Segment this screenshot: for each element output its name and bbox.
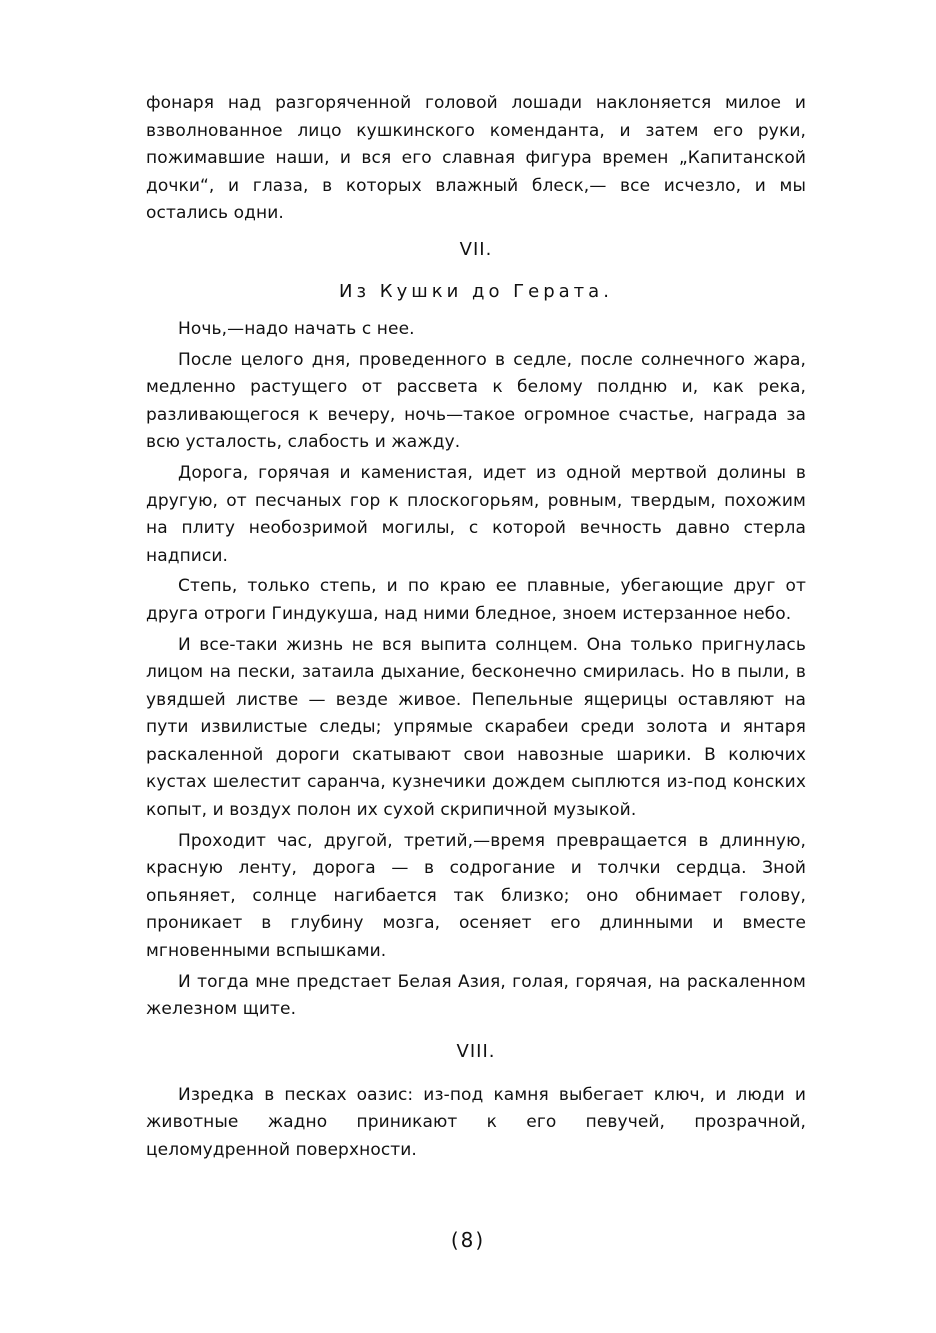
page-number: (8) — [450, 1228, 486, 1252]
opening-paragraph: фонаря над разгоряченной головой лошади наклоняется милое и взволнованное лицо кушкинского коменданта, и затем его руки, пожимавшие наши, и вся его славная фигура времен „Капитанской дочки“, и глаза, в которых влажный блеск,— все исчезло, и мы остались одни. — [146, 93, 806, 224]
chapter-vii-paragraph-1: Ночь,—надо начать с нее. — [178, 318, 415, 339]
chapter-vii-number: VII. — [459, 238, 493, 260]
chapter-vii-paragraph-4: Степь, только степь, и по краю ее плавные, убегающие друг от друга отроги Гиндукуша, над ними бледное, зноем истерзанное небо. — [146, 576, 806, 624]
chapter-vii-title: Из Кушки до Герата. — [339, 280, 613, 302]
chapter-viii-number: VIII. — [456, 1040, 496, 1062]
chapter-viii-paragraph-1: Изредка в песках оазис: из-под камня выбегает ключ, и люди и животные жадно приникают к его певучей, прозрачной, целомудренной поверхности. — [146, 1084, 806, 1160]
chapter-vii-paragraph-7: И тогда мне предстает Белая Азия, голая, горячая, на раскаленном железном щите. — [146, 971, 806, 1020]
page-body — [146, 90, 806, 1165]
chapter-vii-paragraph-2: После целого дня, проведенного в седле, после солнечного жара, медленно растущего от рассвета к белому полдню и, как река, разливающегося к вечеру, ночь—такое огромное счастье, награда за всю усталость, слабость и жажду. — [146, 349, 806, 453]
chapter-vii-paragraph-6: Проходит час, другой, третий,—время превращается в длинную, красную ленту, дорога — в содрогание и толчки сердца. Зной опьяняет, солнце нагибается так близко; оно обнимает голову, проникает в глубину мозга, осеняет его длинными и вместе мгновенными вспышками. — [146, 830, 806, 962]
chapter-vii-paragraph-3: Дорога, горячая и каменистая, идет из одной мертвой долины в другую, от песчаных гор к плоскогорьям, ровным, твердым, похожим на плиту необозримой могилы, с которой вечность давно стерла надписи. — [146, 462, 806, 566]
chapter-vii-paragraph-5: И все-таки жизнь не вся выпита солнцем. Она только пригнулась лицом на пески, затаила дыхание, бесконечно смирилась. Но в пыли, в увядшей листве — везде живое. Пепельные ящерицы оставляют на пути извилистые следы; упрямые скарабеи среди золота и янтаря раскаленной дороги скатывают свои навозные шарики. В колючих кустах шелестит саранча, кузнечики дождем сыплются из-под конских копыт, и воздух полон их сухой скрипичной музыкой. — [146, 634, 806, 821]
